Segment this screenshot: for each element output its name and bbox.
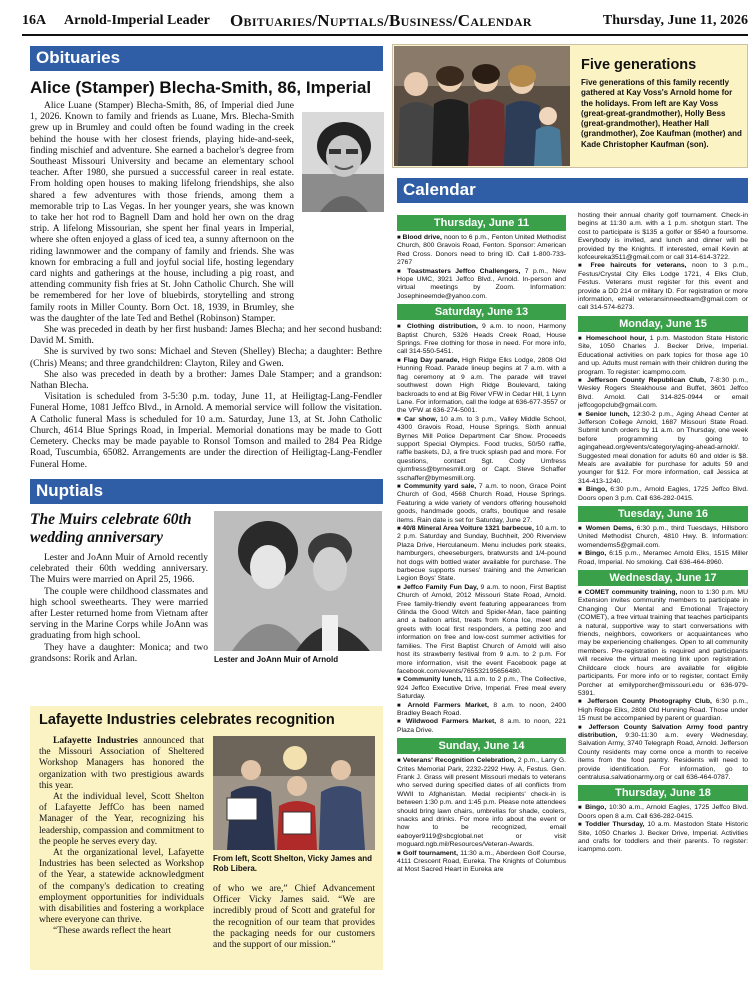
bullet-icon: ■ xyxy=(397,235,403,241)
bullet-icon: ■ xyxy=(397,416,405,423)
calendar-event-title: Women Dems, xyxy=(585,525,634,532)
calendar-event xyxy=(578,335,748,377)
calendar-event xyxy=(578,724,748,783)
calendar-event-details: 8 a.m. to noon, 2400 Bradley Beach Road. xyxy=(397,701,566,717)
bullet-icon: ■ xyxy=(397,483,404,490)
calendar-day-header: Tuesday, June 16 xyxy=(578,506,748,522)
calendar-event-details: 9 a.m. to noon, Harmony Baptist Church, 5326 Heads Creek Road, House Springs. Free clothing for those in need. For more info, call 314-550-5451. xyxy=(397,323,566,356)
calendar-column-2 xyxy=(578,212,748,855)
calendar-event xyxy=(397,357,566,416)
five-generations-title: Five generations xyxy=(581,57,697,73)
bullet-icon: ■ xyxy=(578,699,588,706)
lafayette-headline: Lafayette Industries celebrates recognition xyxy=(39,712,335,728)
bullet-icon: ■ xyxy=(397,677,403,684)
calendar-day-header: Sunday, June 14 xyxy=(397,738,566,754)
calendar-event-details: 9:30-11:30 a.m. every Wednesday, Salvation Army, 3740 Telegraph Road, Arnold. Jefferson County residents may come once a month to receive items from the food pantry. Residents will need to provide identification. For information, go to centralusa.salvationarmy.org or call 636-464-0787. xyxy=(578,731,748,781)
bullet-icon: ■ xyxy=(397,268,408,275)
calendar-event-title: COMET community training, xyxy=(584,589,678,597)
calendar-event-title: Flag Day parade, xyxy=(403,356,460,364)
bullet-icon: ■ xyxy=(578,263,591,270)
issue-date: Thursday, June 11, 2026 xyxy=(602,13,748,28)
calendar-event-details: 10 a.m. Mastodon State Historic Site, 1050 Charles J. Becker Drive, Imperial. Activities and crafts for toddlers and their parents. To register: icampmo.com. xyxy=(578,821,748,854)
five-generations-box xyxy=(392,44,748,168)
calendar-day-header: Thursday, June 18 xyxy=(578,785,748,801)
obituary-paragraph: She is survived by two sons: Michael and Steven (Shelley) Blecha; a daughter: Bethre (Chris) Means; and three grandchildren: Clayton, Riley and Gwen. xyxy=(30,347,382,369)
calendar-event-details: 1 p.m. Mastodon State Historic Site, 1050 Charles J. Becker Drive, Imperial. Educational activities on park topics for those age 10 and up. Adults must remain with their children during the program. To register: icampmo.com. xyxy=(578,334,748,376)
calendar-event-details: 6:30 p.m., third Tuesdays, Hillsboro United Methodist Church, 4810 Hwy. B. Information: womendems5@gmail.com. xyxy=(578,525,748,549)
calendar-event xyxy=(397,525,566,584)
calendar-event xyxy=(578,486,748,503)
lafayette-paragraph: At the individual level, Scott Shelton of Lafayette JeffCo has been named Manager of the Year, recognizing his leadership, compassion and commitment to the people he serves every day. xyxy=(39,792,204,847)
calendar-event-title: Arnold Farmers Market, xyxy=(407,701,489,709)
anniversary-photo xyxy=(214,511,382,651)
calendar-bar xyxy=(397,178,748,203)
calendar-event-title: Wildwood Farmers Market, xyxy=(406,718,497,726)
obituaries-bar xyxy=(30,46,383,71)
bullet-icon: ■ xyxy=(397,758,403,765)
calendar-event xyxy=(578,804,748,821)
calendar-event-details: 7 a.m. to noon, Grace Point Church of God, 4568 Church Road, House Springs. Featuring a wide variety of vendors offering household goods, handmade goods, crafts, boutique and resale items. Rain date is set for Saturday, June 27. xyxy=(397,482,566,524)
calendar-event-title: Senior lunch, xyxy=(585,410,630,418)
lafayette-paragraph: Lafayette Industries announced that the Missouri Association of Sheltered Workshop Managers has honored the organization with two prestigious awards this year. xyxy=(39,736,204,791)
calendar-day-header: Monday, June 15 xyxy=(578,316,748,332)
calendar-event-title: Homeschool hour, xyxy=(585,334,647,342)
bullet-icon: ■ xyxy=(397,526,403,532)
calendar-event xyxy=(578,821,748,855)
obituary-paragraph: She also was preceded in death by a brother: James Dale Stamper; and a grandson: Nathan Blecha. xyxy=(30,369,382,392)
nuptials-bar-label: Nuptials xyxy=(36,481,104,500)
calendar-event-title: Jeffco Family Fun Day, xyxy=(403,583,479,591)
calendar-event-details: 8 a.m. to noon, 221 Plaza Drive. xyxy=(397,718,566,734)
lafayette-box xyxy=(30,706,383,970)
bullet-icon: ■ xyxy=(578,724,589,731)
bullet-icon: ■ xyxy=(397,702,408,709)
five-generations-caption: Five generations of this family recently gathered at Kay Voss's Arnold home for the holidays. From left are Kay Voss (great-great-grandmother), Holly Bess (great-grandmother), Heather Hall (grandmother), Zoe Kaufman (mother) and Kade Christopher Kaufman (son). xyxy=(581,78,742,149)
calendar-event xyxy=(578,525,748,550)
calendar-event-details: 7 p.m., New Hope UMC, 3921 Jeffco Blvd., Arnold. In-person and virtual meetings by Zoom. Information: Josephineemde@yahoo.com. xyxy=(397,267,566,300)
calendar-event-title: Community lunch, xyxy=(402,676,463,684)
calendar-event-title: 40/8 Mineral Area Voiture 1321 barbecue, xyxy=(402,525,534,532)
calendar-event xyxy=(397,234,566,268)
award-photo-caption: From left, Scott Shelton, Vicky James and Rob Libera. xyxy=(213,854,373,873)
calendar-event-details: 10 a.m. to 3 p.m., Valley Middle School, 4300 Gravois Road, House Springs. Sixth annual Byrnes Mill Police Department Car Show. Proceeds support Special Olympics. Food trucks, 50/50 raffle, raffle baskets, DJ, a fire truck splash pad and more. For questions, contact Sgt. Cody Umfress cjumfress@byrnesmill.org or Capt. Steve Schaffer sschaffer@byrnesmill.org. xyxy=(397,415,566,482)
page-number: 16A xyxy=(22,13,47,28)
obituary-headline: Alice (Stamper) Blecha-Smith, 86, Imperial xyxy=(30,78,372,97)
calendar-event xyxy=(397,702,566,719)
calendar-event xyxy=(397,268,566,302)
nuptials-bar xyxy=(30,479,383,504)
five-generations-photo xyxy=(394,46,570,166)
calendar-event-details: 6:15 p.m., Meramec Arnold Elks, 1515 Miller Road, Imperial. No smoking. Call 636-464-8960. xyxy=(578,550,748,566)
calendar-event-details: 6:30 p.m., Arnold Eagles, 1725 Jeffco Blvd. Doors open 3 p.m. Call 636-282-0415. xyxy=(578,486,748,502)
calendar-event xyxy=(578,550,748,567)
calendar-event-title: Jefferson County Photography Club, xyxy=(587,698,712,706)
calendar-event-details: 2 p.m., Larry G. Crites Memorial Park, 2232-2292 Hwy. A, Festus. Gen. Frank J. Grass will present Missouri medals to veterans who served during specified dates of all conflicts from WWII to Afghanistan. Medal recipients' check-in is between 1:30 p.m. and 1:45 p.m. Please note attendees should bring lawn chairs, umbrellas for shade, coolers, snacks and drinks. For more info about the event or how to be recognized, email eaboyer9119@sbcglobal.net or visit moguard.ngb.mil/Resources/Veteran-Awards. xyxy=(397,757,566,849)
bullet-icon: ■ xyxy=(397,584,404,591)
calendar-event-title: Clothing distribution, xyxy=(406,323,478,331)
calendar-event xyxy=(578,698,748,723)
calendar-event xyxy=(397,323,566,357)
calendar-event xyxy=(397,584,566,676)
bullet-icon: ■ xyxy=(578,411,586,418)
calendar-event-title: Community yard sale, xyxy=(403,482,477,490)
calendar-event-title: Toddler Thursday, xyxy=(585,821,645,829)
calendar-column-1 xyxy=(397,212,566,875)
lafayette-body xyxy=(39,736,204,938)
bullet-icon: ■ xyxy=(578,590,585,597)
nuptials-paragraph: The couple were childhood classmates and high school sweethearts. They were married after Lester returned home from Vietnam after serving in the Marine Corps while JoAnn was graduating from high school. xyxy=(30,586,208,642)
calendar-event xyxy=(397,757,566,849)
calendar-event xyxy=(397,676,566,701)
calendar-event-details: 11 a.m. to 2 p.m., The Collective, 924 Jeffco Executive Drive, Imperial. Free meal every Saturday. xyxy=(397,676,566,701)
calendar-event-title: Car show, xyxy=(404,415,438,423)
obituaries-bar-label: Obituaries xyxy=(36,48,121,67)
anniversary-photo-caption: Lester and JoAnn Muir of Arnold xyxy=(214,655,339,664)
obituary-body xyxy=(30,101,382,471)
bullet-icon: ■ xyxy=(578,377,588,384)
bullet-icon: ■ xyxy=(397,357,404,364)
calendar-event xyxy=(397,850,566,875)
calendar-event xyxy=(578,411,748,487)
bullet-icon: ■ xyxy=(578,526,586,532)
calendar-event-title: Blood drive, xyxy=(402,234,442,241)
bullet-icon: ■ xyxy=(578,551,586,558)
nuptials-body xyxy=(30,553,208,665)
bullet-icon: ■ xyxy=(578,805,586,812)
calendar-event-details: 11:30 a.m., Aberdeen Golf Course, 4111 Crescent Road, Eureka. The Knights of Columbus at Most Sacred Heart in Eureka are xyxy=(397,849,566,874)
bullet-icon: ■ xyxy=(397,719,407,726)
obituary-paragraph: She was preceded in death by her first husband: James Blecha; and her second husband: David M. Smith. xyxy=(30,325,382,347)
calendar-event-details: 12:30-2 p.m., Aging Ahead Center at Jefferson College Arnold, 1687 Missouri State Road. Submit lunch orders by 11 a.m. on Thursday, one week before programming by going to agingahead.org/events/category/aging-ahead-arnold/. Suggested meal donation for adults 60 and older is $8. Meals are available for purchase for adults 59 and younger for $12. For more information, call Jessica at 314-413-1240. xyxy=(578,410,748,485)
calendar-event-continued: hosting their annual charity golf tournament. Check-in begins at 11:30 a.m. with a 1 p.m. shotgun start. The cost to participate is $135 a golfer or $540 a foursome. Everybody is invited, and lunch and dinner will be provided by the Knights. If interested, email Kevin at kofceureka3511@gmail.com or call 314-614-3722. xyxy=(578,212,748,262)
calendar-event xyxy=(397,718,566,735)
calendar-day-header: Wednesday, June 17 xyxy=(578,570,748,586)
calendar-event-title: Veterans' Recognition Celebration, xyxy=(402,757,516,765)
award-photo xyxy=(213,736,375,850)
calendar-event-details: 10 a.m. to 2 p.m. Saturday and Sunday, Buchheit, 200 Riverview Plaza Drive, Herculaneum. Menu includes pork steaks, hamburgers, cheeseburgers, bratwursts and 1/4-pound hot dogs with bottled water available for purchase. The barbecue supports nurses' training and the American Legion Boys' State. xyxy=(397,525,567,583)
bullet-icon: ■ xyxy=(397,324,407,331)
calendar-event xyxy=(578,262,748,312)
nuptials-headline: The Muirs celebrate 60th wedding anniversary xyxy=(30,511,192,546)
newspaper-name: Arnold-Imperial Leader xyxy=(64,13,210,28)
calendar-event xyxy=(578,377,748,411)
calendar-event-title: Bingo, xyxy=(585,486,608,494)
calendar-event-details: High Ridge Elks Lodge, 2808 Old Hunning Road. Parade lineup begins at 7 a.m. with a flag ceremony at 9 a.m. The parade will travel southwest down High Ridge Boulevard, taking backroads to end at Big River VFW in Cedar Hill, 1 Lynn Lane. For information, call the lodge at 636-677-3557 or the VFW at 636-274-5001. xyxy=(397,356,566,415)
calendar-event-title: Free haircuts for veterans, xyxy=(590,262,687,270)
lafayette-paragraph: “These awards reflect the heart xyxy=(53,926,172,937)
bullet-icon: ■ xyxy=(397,850,403,857)
bullet-icon: ■ xyxy=(578,487,586,494)
calendar-event-details: noon to 6 p.m., Fenton United Methodist Church, 800 Gravois Road, Fenton. Sponsor: American Red Cross. Donors need to bring ID. Call 1-800-733-2767 xyxy=(397,234,566,267)
nuptials-paragraph: They have a daughter: Monica; and two grandsons: Rorik and Arlan. xyxy=(30,642,208,664)
calendar-day-header: Thursday, June 11 xyxy=(397,215,566,231)
calendar-event xyxy=(578,589,748,698)
calendar-event-title: Bingo, xyxy=(585,804,607,812)
calendar-event-details: noon to 1:30 p.m. MU Extension invites community members to participate in Changing Our Mental and Emotional Trajectory (COMET), a free virtual training that teaches participants a natural, supportive way to start conversations with friends, neighbors, coworkers or acquaintances who may be experiencing challenges. Open to all community members. Pre-registration is required and participants will receive the virtual meeting link upon registration. Childcare clock hours are available for eligible participants. For more info or to register, contact Emily Porcher at emilyporcher@missouri.edu or 636-979-5391. xyxy=(578,589,748,697)
nuptials-paragraph: Lester and JoAnn Muir of Arnold recently celebrated their 60th wedding anniversary. The Muirs were married on April 25, 1966. xyxy=(30,553,208,586)
calendar-event-title: Bingo, xyxy=(585,550,607,558)
calendar-event xyxy=(397,483,566,525)
calendar-event-title: Jefferson County Salvation Army food pantry distribution, xyxy=(578,723,748,739)
masthead xyxy=(22,8,748,36)
calendar-event-title: Golf tournament, xyxy=(402,849,458,857)
calendar-event-title: Jefferson County Republican Club, xyxy=(587,376,707,384)
calendar-event-title: Toastmasters Jeffco Challengers, xyxy=(407,267,521,275)
section-title: Obituaries/Nuptials/Business/Calendar xyxy=(230,11,532,30)
bullet-icon: ■ xyxy=(578,335,586,342)
lafayette-paragraph: At the organizational level, Lafayette Industries has been selected as Workshop of the Year, a statewide acknowledgment of the company's dedication to creating employment opportunities for individuals with disabilities and fostering a workplace where everyone can thrive. xyxy=(39,848,204,926)
calendar-bar-label: Calendar xyxy=(403,180,476,199)
calendar-day-header: Saturday, June 13 xyxy=(397,304,566,320)
lafayette-continued: of who we are,” Chief Advancement Officer Vicky James said. “We are incredibly proud of Scott and grateful for the recognition of our team that provides the packaging needs for our customers and the support of our mission.” xyxy=(213,884,375,951)
obituary-paragraph: Visitation is scheduled from 3-5:30 p.m. today, June 11, at Heiligtag-Lang-Fendler Funeral Home, 1081 Jeffco Blvd., in Arnold. A memorial service will follow the visitation. A Catholic funeral Mass is scheduled for 10 a.m. Saturday, June 13, at St. John Catholic Church, 4614 Blue Springs Road, in Imperial. Memorial donations may be made to Gott Cemetery. Checks may be made payable to Ronsol Tomson and mailed to 284 Pea Ridge Road, Tuscumbia, 65082. Arrangements are under the direction of Heiligtag-Lang-Fendler Funeral Home. xyxy=(30,392,382,470)
lafayette-lead: Lafayette Industries xyxy=(53,736,138,746)
calendar-event xyxy=(397,416,566,483)
calendar-event-details: 6:30 p.m., High Ridge Elks, 2808 Old Hunning Road. Those under 15 must be accompanied by parent or guardian. xyxy=(578,698,748,723)
calendar-event-details: 7-8:30 p.m., Wesley Rogers Steakhouse and Buffet, 3601 Jeffco Blvd. Arnold. Call 314-825-0944 or email jeffcogopclub@gmail.com. xyxy=(578,376,749,410)
bullet-icon: ■ xyxy=(578,822,586,829)
calendar-event-details: 10:30 a.m., Arnold Eagles, 1725 Jeffco Blvd. Doors open 8 a.m. Call 636-282-0415. xyxy=(578,804,748,820)
obituary-paragraph: Alice Luane (Stamper) Blecha-Smith, 86, of Imperial died June 1, 2026. Known to family and friends as Luane, Mrs. Blecha-Smith grew up in Brumley and could often be found wading in the creek behind the house with her closest friends, playing hide-and-seek, finding mischief and adventure. She earned a bachelor's degree from Southeast Missouri University and became an elementary school teacher. After 1980, she pursued a successful career in real estate. From holding open houses to making lifelong friendships, she also shared a few adventures with those friends, among them a memorable trip to Las Vegas. In her younger years, she was known to take her hot rod to Bagnell Dam and hold her own on the drag strip. A lifelong Missourian, she spent her final years in Imperial, where she often enjoyed a glass of iced tea, a sunny afternoon on the riding lawnmower and the company of family and friends. She was known for embracing a full and joyful social life, hosting legendary card nights and gatherings at the house, including a pig roast, and attending community fish fries at St. John Catholic Church. She will be remembered for her love of bluebirds, storytelling and strong family roots in Miller County. Born Oct. 18, 1939, in Brumley, she was the daughter of the late Ted and Bethel (Robinson) Stamper. xyxy=(30,101,294,324)
calendar-event-details: 9 a.m. to noon, First Baptist Church of Arnold, 2012 Missouri State Road, Arnold. Free family-friendly event featuring appearances from Glinda the Good Witch and Spider-Man, face painting and a balloon artist, treats from Kona Ice, meet and greets with local first responders, a petting zoo and information on free and low-cost summer activities for families. The First Baptist Church of Arnold will also host its strawberry festival from 9 a.m. to 2 p.m. For more information, visit the event Facebook page at facebook.com/events/765532195656480. xyxy=(397,583,566,675)
calendar-event-details: noon to 3 p.m., Festus/Crystal City Elks Lodge 1721, 4 Elks Club, Festus. Veterans must register for this event and provide a DD 214 or military ID. For registration or more information, email veteransinneedteam@gmail.com or call 314-574-6273. xyxy=(578,262,749,312)
